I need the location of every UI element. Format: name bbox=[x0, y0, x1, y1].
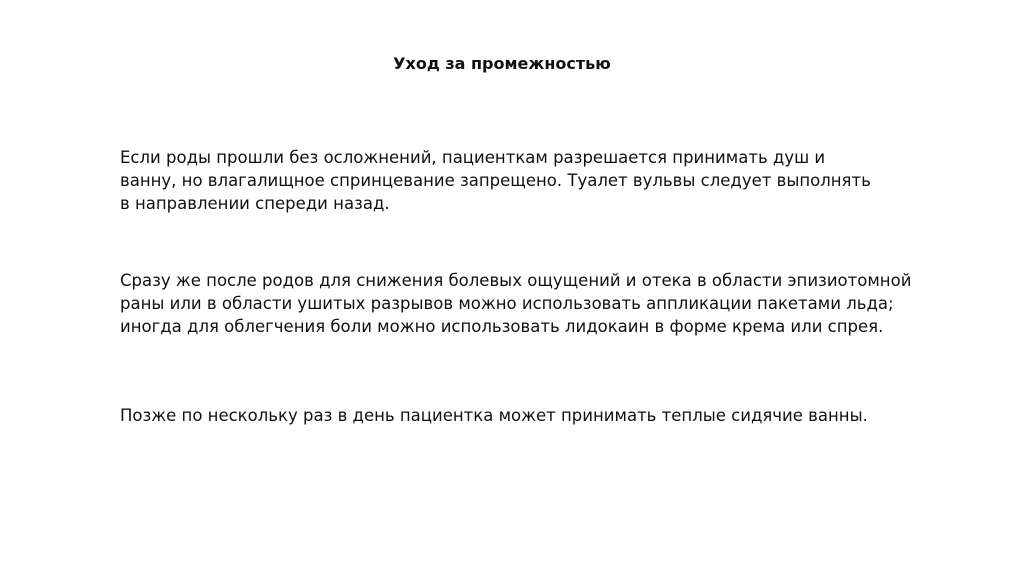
paragraph-hygiene: Если роды прошли без осложнений, пациенткам разрешается принимать душ и ванну, но влагалищное спринцевание запрещено. Туалет вульвы следует выполнять в направлении спереди назад. bbox=[120, 148, 871, 213]
slide-title: Уход за промежностью bbox=[393, 54, 611, 73]
paragraph-pain-relief: Сразу же после родов для снижения болевых ощущений и отека в области эпизиотомной раны или в области ушитых разрывов можно использовать аппликации пакетами льда; иногда для облегчения боли можно использовать лидокаин в форме крема или спрея. bbox=[120, 271, 912, 336]
paragraph-sitz-baths: Позже по нескольку раз в день пациентка может принимать теплые сидячие ванны. bbox=[120, 406, 868, 425]
